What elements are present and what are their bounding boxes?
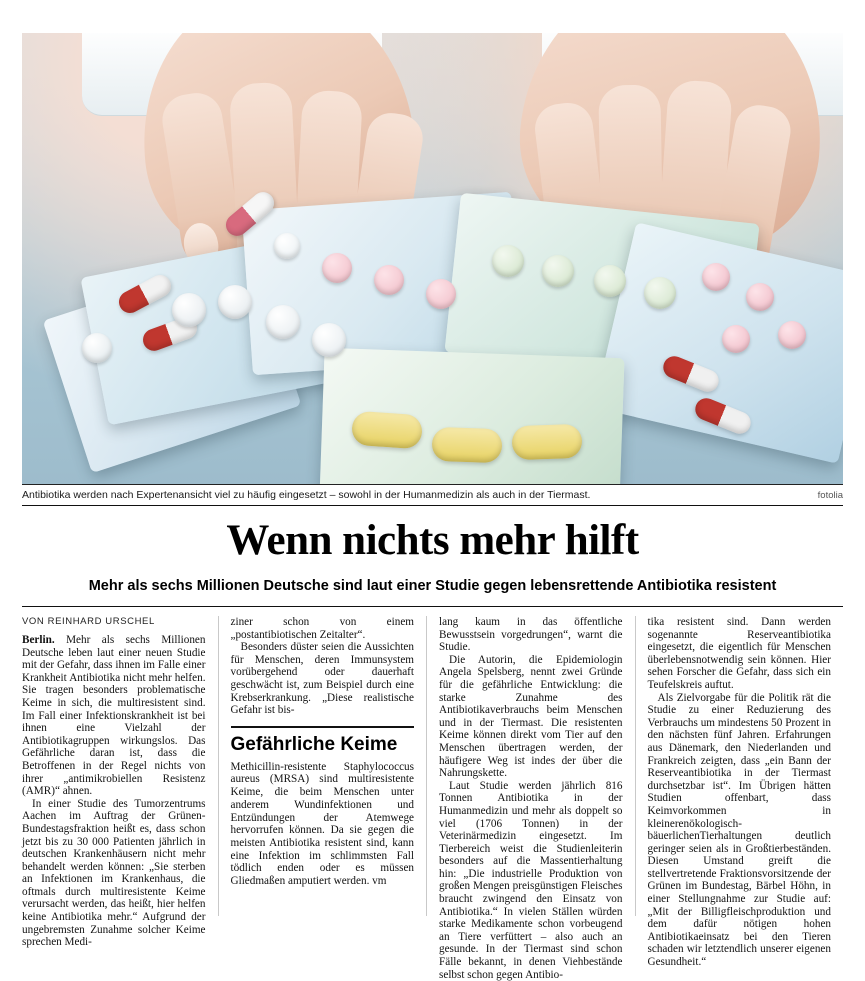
- pill: [274, 233, 300, 259]
- pill: [172, 293, 206, 327]
- article-photo: [22, 33, 843, 485]
- pill: [218, 285, 252, 319]
- paragraph: tika resistent sind. Dann werden sogenannte Reserveantibiotika eingesetzt, die eigentlich für Menschen überlebensnotwendig sein können. Hier sehen Forscher die Gefahr, dass sich ein Teufelskreis auftut.: [647, 616, 831, 691]
- pill: [322, 253, 352, 283]
- pill: [312, 323, 346, 357]
- byline: VON REINHARD URSCHEL: [22, 616, 155, 627]
- article-column-1: [22, 616, 218, 949]
- capsule: [431, 427, 502, 463]
- article-column-3: [426, 616, 635, 981]
- paragraph: ziner schon von einem „postantibiotischen Zeitalter“.: [230, 616, 414, 641]
- pill: [82, 333, 112, 363]
- pill: [746, 283, 774, 311]
- subhead-rule: [22, 606, 843, 607]
- pill: [778, 321, 806, 349]
- photo-caption: [22, 489, 843, 501]
- paragraph: In einer Studie des Tumorzentrums Aachen im Auftrag der Grünen-Bundestagsfraktion heißt es, dass schon jetzt bis zu 30 000 Patienten jährlich in deutschen Krankenhäusern nicht mehr behandelt werden können: „Sie sterben an Infektionen im Krankenhaus, die oftmals durch multiresistente Keime verursacht werden, das heißt, hier helfen keine Antibiotika mehr.“ Aufgrund der ungebremsten Zunahme solcher Keime sprechen Medi-: [22, 797, 206, 949]
- paragraph: Berlin. Mehr als sechs Millionen Deutsche leben laut einer neuen Studie mit der Gefahr, dass ihnen im Falle einer Krankheit Antibiotika nicht mehr helfen. Sie tragen besonders problematische Keime in sich, die multiresistent sind. Im Fall einer Infektionskrankheit ist bei ihnen eine Vielzahl der Antibiotikagruppen wirkungslos. Das Gefährliche daran ist, dass die Betroffenen in der Regel nichts von ihrer „antimikrobiellen Resistenz (AMR)“ ahnen.: [22, 634, 206, 798]
- article-column-2: [218, 616, 427, 916]
- caption-text: Antibiotika werden nach Expertenansicht viel zu häufig eingesetzt – sowohl in der Humanmedizin als auch in der Tiermast.: [22, 489, 591, 501]
- pill: [374, 265, 404, 295]
- pill: [594, 265, 626, 297]
- capsule: [351, 411, 423, 450]
- caption-bottom-rule: [22, 505, 843, 506]
- paragraph: lang kaum in das öffentliche Bewusstsein vorgedrungen“, warnt die Studie.: [439, 616, 623, 654]
- paragraph: Laut Studie werden jährlich 816 Tonnen Antibiotika in der Humanmedizin und mehr als doppelt so viel (1706 Tonnen) in der Veterinärmedizin eingesetzt. Im Tierbereich weist die Studienleiterin besonders auf die Massentierhaltung hin: „Die industrielle Produktion von großen Mengen preisgünstigen Fleisches braucht zwingend den Einsatz von Antibiotika.“ In vielen Ställen würden starke Medikamente schon vorbeugend an Tiere verfüttert – also auch an gesunde. In der Tiermast sind schon Fälle bekannt, in denen Viehbestände selbst schon gegen Antibio-: [439, 779, 623, 981]
- infobox-title: Gefährliche Keime: [230, 733, 398, 755]
- photo-background: [22, 33, 843, 485]
- infobox-text: Methicillin-resistente Staphylococcus aureus (MRSA) sind multiresistente Keime, die beim Menschen unter anderem Wundinfektionen und Entzündungen der Atemwege hervorrufen können. Da sie gegen die meisten Antibiotika resistent sind, kann eine Infektion im schlimmsten Fall tödlich enden oder es müssen Gliedmaßen amputiert werden. vm: [230, 760, 414, 888]
- blister-pack: [594, 222, 843, 463]
- paragraph: Besonders düster seien die Aussichten für Menschen, deren Immunsystem vorübergehend oder dauerhaft geschwächt ist, zum Beispiel durch eine Krebserkrankung. „Diese realistische Gefahr ist bis-: [230, 641, 414, 717]
- pill: [492, 245, 524, 277]
- capsule: [511, 424, 582, 460]
- caption-credit: fotolia: [817, 490, 843, 501]
- article-columns: [22, 616, 843, 981]
- pill: [426, 279, 456, 309]
- pill: [702, 263, 730, 291]
- infobox: [231, 726, 415, 888]
- pill: [266, 305, 300, 339]
- page-title: Wenn nichts mehr hilft: [226, 517, 639, 564]
- pill: [644, 277, 676, 309]
- article-column-4: [635, 616, 844, 969]
- caption-top-rule: [22, 484, 843, 485]
- pill: [722, 325, 750, 353]
- pill: [542, 255, 574, 287]
- paragraph: Als Zielvorgabe für die Politik rät die Studie zu einer Reduzierung des Verbrauchs um mindestens 50 Prozent in den nächsten fünf Jahren. Erfahrungen aus Dänemark, den Niederlanden und Frankreich zeigten, dass „ein Bann der Reserveantibiotika in der Tiermast durchsetzbar ist“. Im Übrigen hätten Studien offenbart, dass Keimvorkommen in kleinerenökologisch-bäuerlichenTierhaltungen deutlich geringer seien als in Großtierbeständen. Diesen Umstand greift die stellvertretende Fraktionsvorsitzende der Grünen im Bundestag, Bärbel Höhn, in einer Stellungnahme zur Studie auf: „Mit der Billigfleischproduktion und dem dafür nötigen hohen Antibiotikaeinsatz bei den Tieren schaden wir letztendlich unserer eigenen Gesundheit.“: [647, 691, 831, 969]
- article-subhead: Mehr als sechs Millionen Deutsche sind laut einer Studie gegen lebensrettende Antibiotika resistent: [88, 578, 777, 594]
- paragraph: Die Autorin, die Epidemiologin Angela Spelsberg, nennt zwei Gründe für die gefährliche Entwicklung: die starke Zunahme des Antibiotikaverbrauchs beim Menschen und in der Tiermast. Die resistenten Keime können direkt vom Tier auf den Menschen übertragen werden, der häufigere Weg ist indes der über die Nahrungskette.: [439, 653, 623, 780]
